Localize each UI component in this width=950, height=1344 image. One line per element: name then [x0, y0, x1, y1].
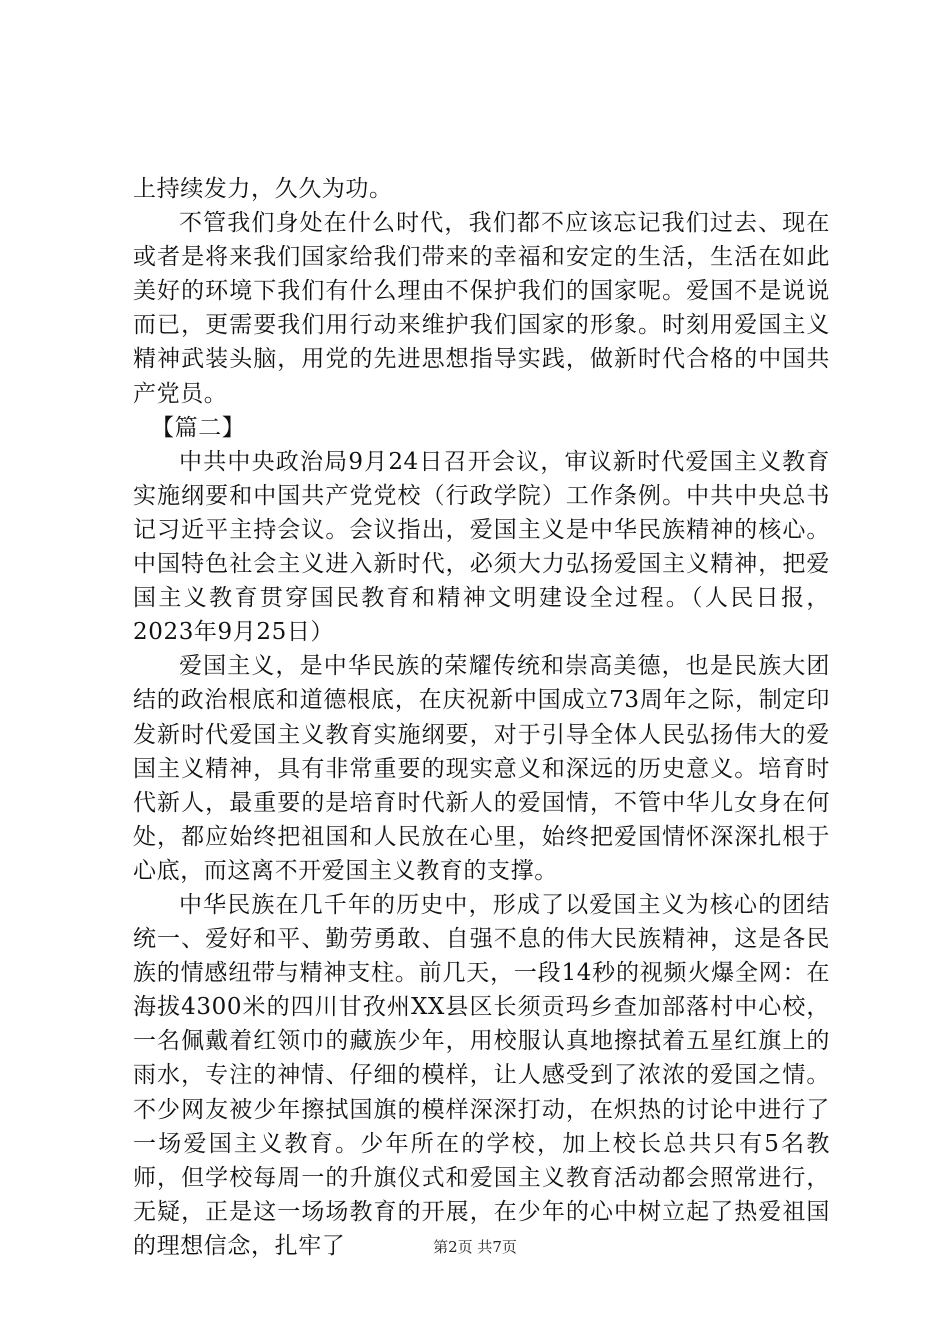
paragraph: 爱国主义，是中华民族的荣耀传统和崇高美德，也是民族大团结的政治根底和道德根底，在庆祝新中国成立73周年之际，制定印发新时代爱国主义教育实施纲要，对于引导全体人民弘扬伟大的爱国主义精神，具有非常重要的现实意义和深远的历史意义。培育时代新人，最重要的是培育时代新人的爱国情，不管中华儿女身在何处，都应始终把祖国和人民放在心里，始终把爱国情怀深深扎根于心底，而这离不开爱国主义教育的支撑。: [133, 653, 830, 884]
paragraph: 不管我们身处在什么时代，我们都不应该忘记我们过去、现在或者是将来我们国家给我们带来的幸福和安定的生活，生活在如此美好的环境下我们有什么理由不保护我们的国家呢。爱国不是说说而已，更需要我们用行动来维护我们国家的形象。时刻用爱国主义精神武装头脑，用党的先进思想指导实践，做新时代合格的中国共产党员。: [133, 210, 830, 407]
paragraph-continuation: 上持续发力，久久为功。: [133, 176, 393, 202]
paragraph: 中华民族在几千年的历史中，形成了以爱国主义为核心的团结统一、爱好和平、勤劳勇敢、自强不息的伟大民族精神，这是各民族的情感纽带与精神支柱。前几天，一段14秒的视频火爆全网：在海拔4300米的四川甘孜州XX县区长须贡玛乡查加部落村中心校，一名佩戴着红领巾的藏族少年，用校服认真地擦拭着五星红旗上的雨水，专注的神情、仔细的模样，让人感受到了浓浓的爱国之情。不少网友被少年擦拭国旗的模样深深打动，在炽热的讨论中进行了一场爱国主义教育。少年所在的学校，加上校长总共只有5名教师，但学校每周一的升旗仪式和爱国主义教育活动都会照常进行，无疑，正是这一场场教育的开展，在少年的心中树立起了热爱祖国的理想信念，扎牢了: [133, 891, 830, 1259]
section-heading: 【篇二】: [151, 414, 246, 441]
paragraph: 中共中央政治局9月24日召开会议，审议新时代爱国主义教育实施纲要和中国共产党党校（行政学院）工作条例。中共中央总书记习近平主持会议。会议指出，爱国主义是中华民族精神的核心。中国特色社会主义进入新时代，必须大力弘扬爱国主义精神，把爱国主义教育贯穿国民教育和精神文明建设全过程。（人民日报，2023年9月25日）: [133, 448, 830, 646]
document-body: [133, 172, 830, 1263]
page-number: 第2页 共7页: [433, 1238, 517, 1256]
